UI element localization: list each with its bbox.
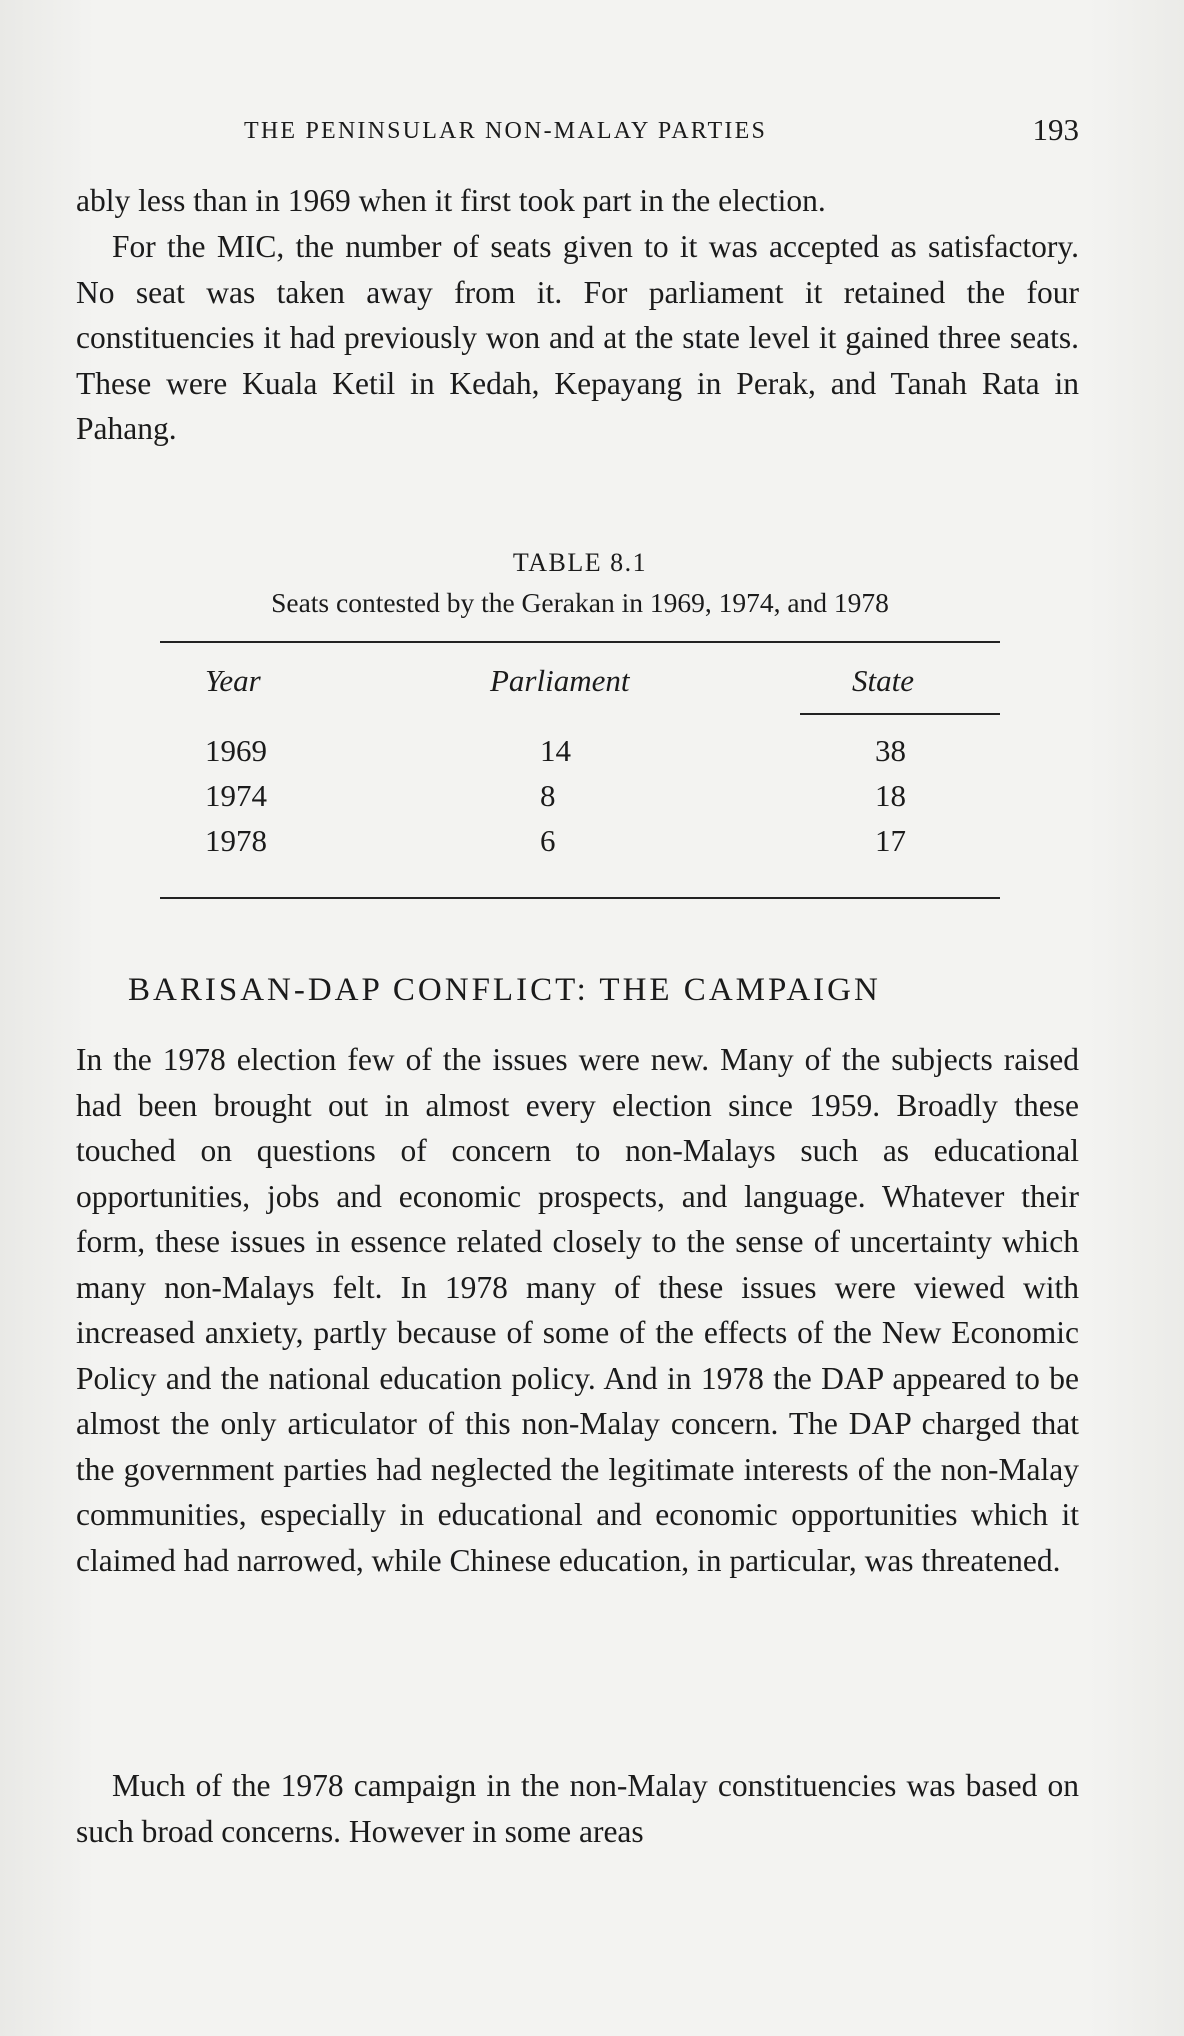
paragraph-mic — [76, 224, 1079, 452]
table-cell-parliament: 6 — [540, 823, 556, 858]
section-heading: BARISAN-DAP CONFLICT: THE CAMPAIGN — [128, 972, 881, 1008]
table-cell-parliament: 8 — [540, 778, 556, 813]
column-header-parliament: Parliament — [490, 663, 630, 698]
column-header-state: State — [852, 663, 914, 698]
table-label: TABLE 8.1 — [512, 548, 648, 577]
running-head — [244, 112, 1079, 152]
table-cell-parliament: 14 — [540, 733, 571, 768]
paragraph-text: In the 1978 election few of the issues were new. Many of the subjects raised had been brought out in almost every election since 1959. Broadly these touched on questions of concern to non-Malays such as educational opportunities, jobs and economic prospects, and language. Whatever their form, these issues in essence related closely to the sense of uncertainty which many non-Malays felt. In 1978 many of these issues were viewed with increased anxiety, partly because of some of the effects of the New Economic Policy and the national education policy. And in 1978 the DAP appeared to be almost the only articulator of this non-Malay concern. The DAP charged that the government parties had neglected the legitimate interests of the non-Malay communities, especially in educational and economic opportunities which it claimed had narrowed, while Chinese education, in particular, was threatened. — [76, 1042, 1079, 1578]
paragraph-text: Much of the 1978 campaign in the non-Malay constituencies was based on such broad concerns. However in some areas — [76, 1768, 1079, 1849]
paragraph-campaign-concerns — [76, 1763, 1079, 1854]
table-cell-year: 1974 — [205, 778, 267, 813]
table-cell-state: 18 — [875, 778, 906, 813]
paragraph-continued — [76, 178, 1079, 224]
table-top-rule — [160, 641, 1000, 643]
table-header-rule — [800, 713, 1000, 715]
table-8-1 — [160, 545, 1000, 905]
paragraph-text: For the MIC, the number of seats given to it was accepted as satisfactory. No seat was taken away from it. For parliament it retained the four constituencies it had previously won and at the state level it gained three seats. These were Kuala Ketil in Kedah, Kepayang in Perak, and Tanah Rata in Pahang. — [76, 229, 1079, 446]
table-cell-state: 38 — [875, 733, 906, 768]
column-header-year: Year — [205, 663, 261, 698]
table-cell-year: 1969 — [205, 733, 267, 768]
paragraph-campaign-issues — [76, 1037, 1079, 1583]
running-title: THE PENINSULAR NON-MALAY PARTIES — [244, 118, 767, 144]
paragraph-text: ably less than in 1969 when it first took part in the election. — [76, 183, 826, 218]
table-caption: Seats contested by the Gerakan in 1969, 1974, and 1978 — [271, 587, 889, 618]
table-cell-year: 1978 — [205, 823, 267, 858]
table-cell-state: 17 — [875, 823, 906, 858]
page-number: 193 — [1032, 112, 1079, 147]
table-bottom-rule — [160, 897, 1000, 899]
